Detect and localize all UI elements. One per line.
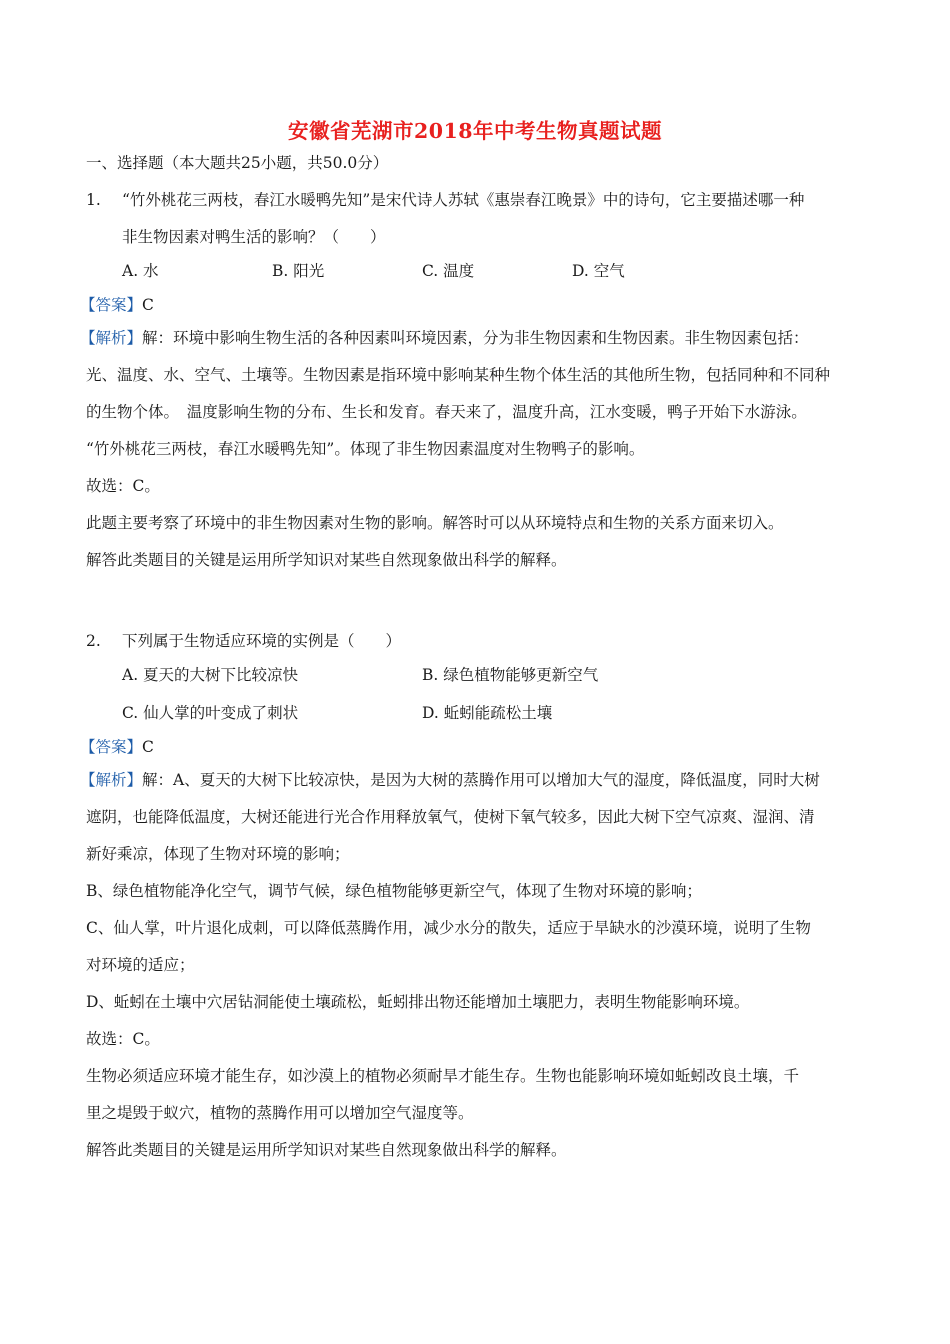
question-2-number: 2. bbox=[86, 632, 101, 650]
question-2-analysis-line-3: 新好乘凉，体现了生物对环境的影响； bbox=[86, 845, 350, 863]
document-title: 安徽省芜湖市2018年中考生物真题试题 bbox=[287, 119, 663, 143]
question-1-stem-line-1: 1. “竹外桃花三两枝，春江水暖鸭先知”是宋代诗人苏轼《惠崇春江晚景》中的诗句，它主要描述哪一种 bbox=[86, 191, 805, 209]
question-1-option-c: C. 温度 bbox=[422, 262, 475, 280]
question-1-analysis-line-3: 的生物个体。 温度影响生物的分布、生长和发育。春天来了，温度升高，江水变暖，鸭子开始下水游泳。 bbox=[86, 403, 807, 421]
question-1-option-d: D. 空气 bbox=[572, 262, 625, 280]
question-1-analysis-line-1: 【解析】解：环境中影响生物生活的各种因素叫环境因素，分为非生物因素和生物因素。非生物因素包括： bbox=[80, 329, 809, 347]
question-2-answer: 【答案】C bbox=[80, 738, 154, 756]
question-2-option-d: D. 蚯蚓能疏松土壤 bbox=[422, 704, 553, 722]
question-1-analysis-line-4: “竹外桃花三两枝，春江水暖鸭先知”。体现了非生物因素温度对生物鸭子的影响。 bbox=[86, 440, 645, 458]
analysis-tag: 【解析】 bbox=[80, 329, 143, 347]
analysis-tag: 【解析】 bbox=[80, 771, 143, 789]
question-1-stem-line-2: 非生物因素对鸭生活的影响？（ ） bbox=[122, 228, 386, 246]
question-2-analysis-line-5: C、仙人掌，叶片退化成刺，可以降低蒸腾作用，减少水分的散失，适应于旱缺水的沙漠环境，说明了生物 bbox=[86, 919, 811, 937]
question-2-analysis-line-9: 生物必须适应环境才能生存，如沙漠上的植物必须耐旱才能生存。生物也能影响环境如蚯蚓改良土壤，千 bbox=[86, 1067, 800, 1085]
question-2-analysis-line-2: 遮阴，也能降低温度，大树还能进行光合作用释放氧气，使树下氧气较多，因此大树下空气凉爽、湿润、清 bbox=[86, 808, 815, 826]
question-2-analysis-line-4: B、绿色植物能净化空气，调节气候，绿色植物能够更新空气，体现了生物对环境的影响； bbox=[86, 882, 702, 900]
question-1-option-b: B. 阳光 bbox=[272, 262, 325, 280]
answer-tag: 【答案】 bbox=[80, 738, 143, 756]
question-1-option-a: A. 水 bbox=[122, 262, 159, 280]
question-1-number: 1. bbox=[86, 191, 101, 209]
question-1-analysis-line-7: 解答此类题目的关键是运用所学知识对某些自然现象做出科学的解释。 bbox=[86, 551, 567, 569]
question-2-analysis-line-7: D、蚯蚓在土壤中穴居钻洞能使土壤疏松，蚯蚓排出物还能增加土壤肥力，表明生物能影响环境。 bbox=[86, 993, 750, 1011]
question-2-stem: 2. 下列属于生物适应环境的实例是（ ） bbox=[86, 632, 402, 650]
answer-tag: 【答案】 bbox=[80, 296, 143, 314]
question-2-analysis-line-1: 【解析】解：A、夏天的大树下比较凉快，是因为大树的蒸腾作用可以增加大气的湿度，降低温度，同时大树 bbox=[80, 771, 820, 789]
question-2-option-a: A. 夏天的大树下比较凉快 bbox=[122, 666, 299, 684]
question-2-option-c: C. 仙人掌的叶变成了刺状 bbox=[122, 704, 299, 722]
question-1-analysis-line-5: 故选：C。 bbox=[86, 477, 160, 495]
question-2-analysis-line-8: 故选：C。 bbox=[86, 1030, 160, 1048]
section-heading: 一、选择题（本大题共25小题，共50.0分） bbox=[86, 154, 389, 172]
question-1-analysis-line-2: 光、温度、水、空气、土壤等。生物因素是指环境中影响某种生物个体生活的其他所生物，包括同种和不同种 bbox=[86, 366, 831, 384]
question-2-option-b: B. 绿色植物能够更新空气 bbox=[422, 666, 599, 684]
question-2-analysis-line-10: 里之堤毁于蚁穴，植物的蒸腾作用可以增加空气湿度等。 bbox=[86, 1104, 474, 1122]
question-2-analysis-line-11: 解答此类题目的关键是运用所学知识对某些自然现象做出科学的解释。 bbox=[86, 1141, 567, 1159]
question-1-analysis-line-6: 此题主要考察了环境中的非生物因素对生物的影响。解答时可以从环境特点和生物的关系方面来切入。 bbox=[86, 514, 784, 532]
question-2-analysis-line-6: 对环境的适应； bbox=[86, 956, 195, 974]
question-1-answer: 【答案】C bbox=[80, 296, 154, 314]
